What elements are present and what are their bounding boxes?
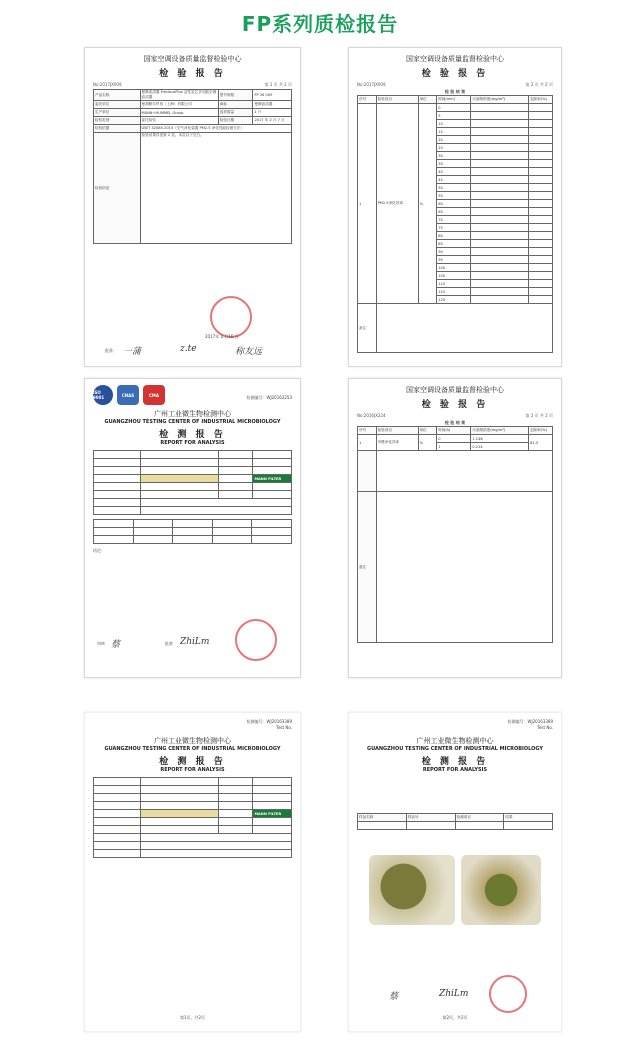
signature: z.te: [180, 344, 197, 354]
time-cell: 85: [437, 240, 471, 248]
concentration-cell: 1.146: [471, 435, 529, 443]
time-cell: 0: [437, 104, 471, 112]
row-label2: 型号规格: [218, 90, 253, 101]
test-item: PM2.5净化效率: [376, 104, 418, 304]
row-value: GB/T 32085-2015（空气净化装置 PM2.5 净化性能检测方法）: [140, 125, 291, 133]
info-table: [93, 89, 292, 244]
time-cell: 30: [437, 152, 471, 160]
report-title: 检 测 报 告: [159, 430, 226, 440]
report-page-3: [84, 378, 301, 678]
unit: %: [418, 435, 437, 451]
section-title: 检 验 结 果: [444, 420, 466, 425]
signature: 蔡: [111, 640, 121, 650]
conclusion-label: 结论：: [93, 548, 105, 553]
time-cell: 55: [437, 192, 471, 200]
signature: 蔡: [389, 992, 399, 1002]
report-page-6: [348, 712, 562, 1032]
approver-label: 批准: [165, 641, 173, 646]
signature: 一蒲: [123, 347, 142, 357]
report-title-en: REPORT FOR ANALYSIS: [160, 767, 225, 773]
report-title: 检 验 报 告: [421, 400, 489, 410]
report-title: 检 验 报 告: [421, 69, 489, 79]
col-header: 检验项目: [376, 427, 418, 435]
col-header: 序号: [358, 96, 377, 104]
time-cell: 115: [437, 288, 471, 296]
report-page-5: [84, 712, 301, 1032]
col-header: 时间(min): [437, 96, 471, 104]
row-label2: 商标: [218, 101, 253, 109]
red-seal: [489, 975, 527, 1013]
row-value: MANN+HUMMEL Group: [140, 109, 218, 117]
time-cell: 80: [437, 232, 471, 240]
time-cell: 35: [437, 160, 471, 168]
row-label: 委托单位: [94, 101, 141, 109]
time-cell: 50: [437, 184, 471, 192]
report-number: 检测编号：WJ20163389: [246, 719, 292, 724]
time-cell: 60: [437, 200, 471, 208]
removal-rate: 81.3: [528, 435, 552, 451]
test-no: Test No.: [276, 725, 292, 730]
row-value: 检验结果详见第 2 页。本页以下空白。: [140, 133, 291, 244]
page-number: 第 1 页 共 2 页: [264, 82, 292, 87]
cma-logo: CMA: [143, 385, 165, 405]
row-value: 委托检验: [140, 117, 218, 125]
report-org: 国家空调设备质量监督检验中心: [406, 55, 504, 63]
report-org: 国家空调设备质量监督检验中心: [406, 386, 504, 394]
col-header: 去除率(%): [528, 96, 552, 104]
signature: ZhiLm: [180, 637, 210, 647]
results-table: 序号 检验项目 单位 时间(h) 污染物浓度(mg/m³) 去除率(%) 1 甲醛净化效率 % 0 1.146 81.3 1 0.214 备注: [357, 426, 553, 643]
test-no: Test No.: [537, 725, 553, 730]
page-title: FP系列质检报告: [241, 12, 399, 36]
time-cell: 90: [437, 248, 471, 256]
report-title-en: REPORT FOR ANALYSIS: [422, 767, 488, 773]
col-header: 污染物浓度(mg/m³): [471, 96, 529, 104]
report-title-en: REPORT FOR ANALYSIS: [160, 440, 225, 446]
time-cell: 25: [437, 144, 471, 152]
col-header: 单位: [418, 427, 437, 435]
reviewer-label: 审核: [97, 641, 105, 646]
row-label: 检验结论: [94, 133, 141, 244]
notes-label: 备注: [358, 304, 377, 353]
time-cell: 15: [437, 128, 471, 136]
report-page-2: [348, 47, 562, 367]
row-value: 曼牌滤清器 FreciousPlus 活性炭芯多功能空调滤清器: [140, 90, 218, 101]
signature: ZhiLm: [439, 989, 469, 999]
cnas-logo: CNAS: [117, 385, 139, 405]
report-page-1: [84, 47, 301, 367]
report-number: No:2017JX009: [357, 82, 386, 87]
col-header: 样品名称: [358, 814, 407, 822]
notes-label: 备注: [358, 492, 377, 643]
time-cell: 110: [437, 280, 471, 288]
time-cell: 10: [437, 120, 471, 128]
time-cell: 65: [437, 208, 471, 216]
time-cell: 70: [437, 216, 471, 224]
sample-photo-left: [369, 855, 455, 925]
page-number: 第 2 页 共 2 页: [525, 413, 553, 418]
info-table: [93, 777, 292, 858]
time-cell: 105: [437, 272, 471, 280]
sample-photo-right: [461, 855, 541, 925]
col-header: 单位: [418, 96, 437, 104]
report-org: 广州工业微生物检测中心: [416, 737, 494, 745]
report-number: 检测编号：WJ20162253: [246, 395, 292, 400]
results-table: 序号 检验项目 单位 时间(min) 污染物浓度(mg/m³) 去除率(%) 1 PM2.5净化效率 % 0 5 10 15 20 25 30 35 40 45 50 55 60 65 70 75 80 85 90 95 100 105 110 115 120 备注: [357, 95, 553, 353]
time-cell: 40: [437, 168, 471, 176]
red-seal: [210, 296, 252, 338]
report-title: 检 测 报 告: [159, 757, 226, 767]
unit: %: [418, 104, 437, 304]
report-org: 广州工业微生物检测中心: [154, 410, 231, 418]
col-header: 检验项目: [376, 96, 418, 104]
row-value2: 2017 年 2 月 7 日: [253, 117, 292, 125]
time-cell: 120: [437, 296, 471, 304]
signature: 称友远: [235, 347, 263, 357]
report-page-4: [348, 378, 562, 678]
row-label2: 检验日期: [218, 117, 253, 125]
sign-label: 批准：: [105, 348, 117, 353]
time-cell: 100: [437, 264, 471, 272]
iso-logo: ISO 9001: [93, 385, 113, 405]
row-label: 检验依据: [94, 125, 141, 133]
col-header: 去除率(%): [528, 427, 552, 435]
row-label2: 送样数量: [218, 109, 253, 117]
results-table: [357, 813, 553, 830]
time-cell: 95: [437, 256, 471, 264]
footer: 第1页，共2页: [179, 1015, 206, 1020]
row-value: 曼胡默尔贸易（上海）有限公司: [140, 101, 218, 109]
report-number: No:2017JX009: [93, 82, 122, 87]
col-header: 样品号: [406, 814, 455, 822]
time-cell: 45: [437, 176, 471, 184]
row-value2: 1 只: [253, 109, 292, 117]
col-header: 污染物浓度(mg/m³): [471, 427, 529, 435]
report-number: 检测编号：WJ20163389: [507, 719, 553, 724]
page-number: 第 2 页 共 2 页: [525, 82, 553, 87]
brand-logo: MANN FILTER: [253, 810, 292, 818]
red-seal: [235, 619, 277, 661]
report-org: 国家空调设备质量监督检验中心: [143, 55, 242, 63]
row-label: 生产单位: [94, 109, 141, 117]
report-title: 检 测 报 告: [421, 757, 489, 767]
time-cell: 20: [437, 136, 471, 144]
time-cell: 75: [437, 224, 471, 232]
col-header: 序号: [358, 427, 377, 435]
results-table: [93, 519, 292, 544]
report-org-en: GUANGZHOU TESTING CENTER OF INDUSTRIAL MICROBIOLOGY: [104, 746, 281, 752]
concentration-cell: 0.214: [471, 443, 529, 451]
row-label: 检验类别: [94, 117, 141, 125]
brand-logo: MANN FILTER: [253, 475, 292, 483]
time-cell: 1: [437, 443, 471, 451]
report-number: No:2016JX224: [357, 413, 386, 418]
time-cell: 5: [437, 112, 471, 120]
report-org: 广州工业微生物检测中心: [154, 737, 231, 745]
row-value2: 曼牌滤清器: [253, 101, 292, 109]
report-org-en: GUANGZHOU TESTING CENTER OF INDUSTRIAL MICROBIOLOGY: [104, 419, 281, 425]
report-date: 2017年 2 月16 日: [205, 334, 239, 339]
test-item: 甲醛净化效率: [376, 435, 418, 451]
report-org-en: GUANGZHOU TESTING CENTER OF INDUSTRIAL MICROBIOLOGY: [366, 746, 544, 752]
time-cell: 0: [437, 435, 471, 443]
col-header: 检测项目: [455, 814, 504, 822]
row-label: 产品名称: [94, 90, 141, 101]
col-header: 结果: [504, 814, 553, 822]
footer: 第2页，共2页: [442, 1015, 468, 1020]
section-title: 检 验 结 果: [444, 89, 466, 94]
row-value2: FP 26 009: [253, 90, 292, 101]
info-table: [93, 450, 292, 515]
report-title: 检 验 报 告: [159, 69, 226, 79]
col-header: 时间(h): [437, 427, 471, 435]
